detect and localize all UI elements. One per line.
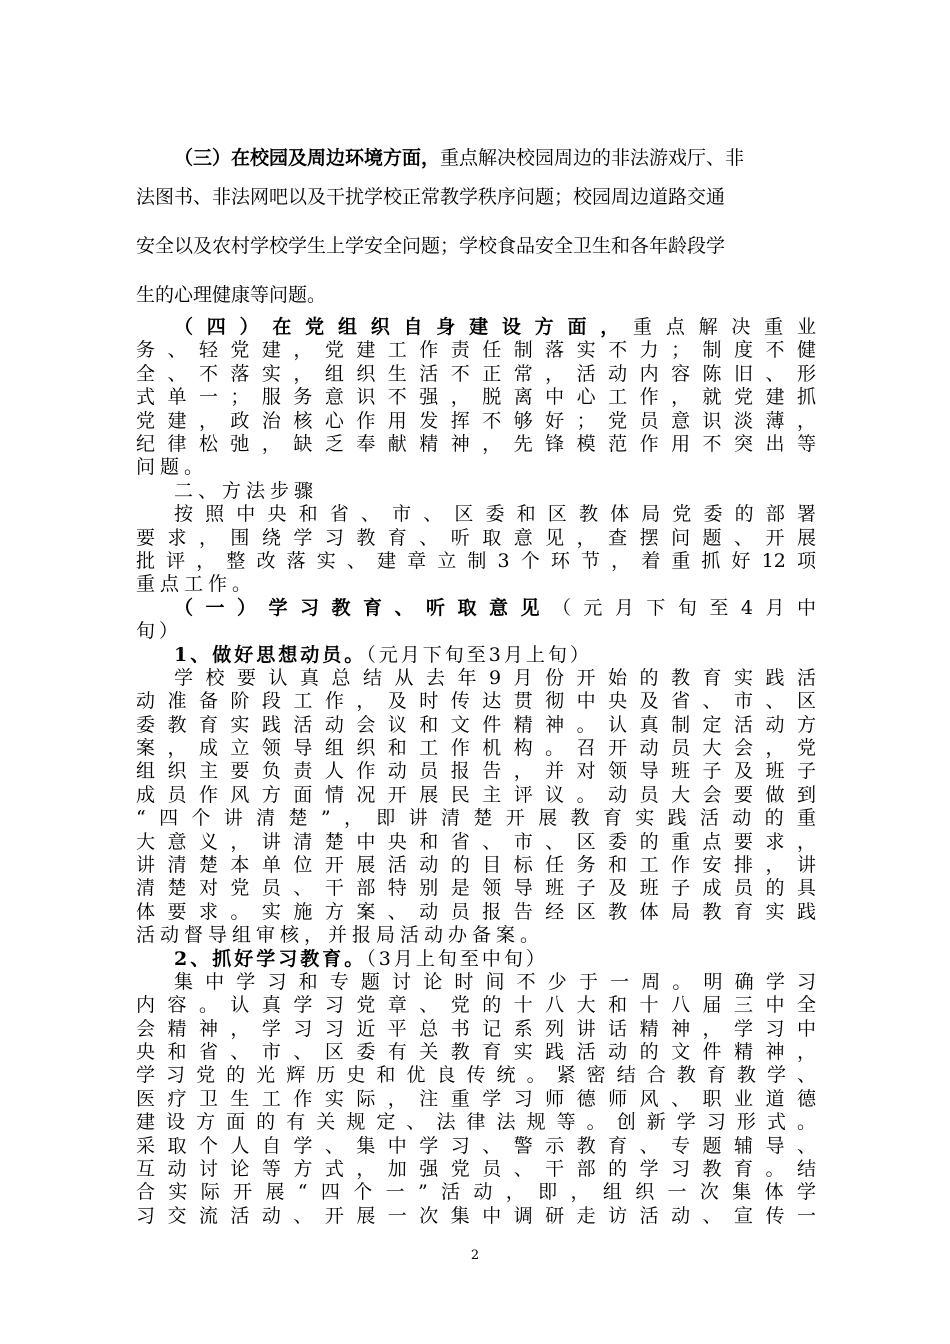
item2-line-10: 合实际开展“四个一”活动，即，组织一次集体学 xyxy=(136,1181,816,1203)
item1-line-6: 成员作风方面情况开展民主评议。动员大会要做到 xyxy=(136,784,816,806)
item2-line-5: 学习党的光辉历史和优良传统。紧密结合教育教学、 xyxy=(136,1064,816,1086)
section4-line-3: 全、不落实，组织生活不正常，活动内容陈旧、形 xyxy=(136,363,816,385)
item1-line-8: 大意义，讲清楚中央和省、市、区委的重点要求， xyxy=(136,831,816,853)
section3-line-1 xyxy=(136,139,816,178)
section4-line-4: 式单一；服务意识不强，脱离中心工作，就党建抓 xyxy=(136,386,816,408)
item2-line-3: 会精神，学习习近平总书记系列讲话精神，学习中 xyxy=(136,1018,816,1040)
item2-time: （3月上旬至中旬） xyxy=(366,948,548,970)
section3-line-3: 安全以及农村学校学生上学安全问题；学校食品安全卫生和各年龄段学 xyxy=(136,235,726,257)
item2-line-1: 集中学习和专题讨论时间不少于一周。明确学习 xyxy=(174,971,816,993)
item2-line-7: 建设方面的有关规定、法律法规等。创新学习形式。 xyxy=(136,1111,816,1133)
section4-line-1 xyxy=(174,316,816,339)
section3-line-4: 生的心理健康等问题。 xyxy=(136,284,327,306)
item1-line-9: 讲清楚本单位开展活动的目标任务和工作安排，讲 xyxy=(136,854,816,876)
item1-heading-line xyxy=(174,644,854,667)
item1-line-4: 案，成立领导组织和工作机构。召开动员大会，党 xyxy=(136,737,816,759)
stage1-line-1 xyxy=(174,597,816,620)
item1-heading: 1、做好思想动员。 xyxy=(174,644,367,666)
item1-line-11: 体要求。实施方案、动员报告经区教体局教育实践 xyxy=(136,901,816,923)
item2-line-8: 采取个人自学、集中学习、警示教育、专题辅导、 xyxy=(136,1135,816,1157)
section4-heading: （四）在党组织自身建设方面， xyxy=(174,316,634,338)
section3-text: 重点解决校园周边的非法游戏厅、非 xyxy=(440,147,745,169)
item1-line-7: “四个讲清楚”，即讲清楚开展教育实践活动的重 xyxy=(136,807,816,829)
item2-line-9: 互动讨论等方式，加强党员、干部的学习教育。结 xyxy=(136,1158,816,1180)
section4-line-5: 党建，政治核心作用发挥不够好；党员意识淡薄， xyxy=(136,410,816,432)
item1-line-1: 学校要认真总结从去年9月份开始的教育实践活 xyxy=(174,667,816,689)
section4-line-7: 问题。 xyxy=(136,456,209,478)
item2-line-4: 央和省、市、区委有关教育实践活动的文件精神， xyxy=(136,1041,816,1063)
item1-time: （元月下旬至3月上旬） xyxy=(366,644,592,666)
section3-heading: （三）在校园及周边环境方面， xyxy=(174,147,441,169)
page-number: 2 xyxy=(470,1248,480,1263)
item2-heading: 2、抓好学习教育。 xyxy=(174,948,367,970)
item1-line-12: 活动督导组审核，并报局活动办备案。 xyxy=(136,924,545,946)
stage1-time: （元月下旬至4月中 xyxy=(551,597,816,619)
part2-line-3: 批评，整改落实、建章立制3个环节，着重抓好12项 xyxy=(136,550,816,572)
item2-line-2: 内容。认真学习党章、党的十八大和十八届三中全 xyxy=(136,994,816,1016)
item2-line-6: 医疗卫生工作实际，注重学习师德师风、职业道德 xyxy=(136,1088,816,1110)
section4-line-2: 务、轻党建，党建工作责任制落实不力；制度不健 xyxy=(136,339,816,361)
item1-line-2: 动准备阶段工作，及时传达贯彻中央及省、市、区 xyxy=(136,690,816,712)
part2-line-4: 重点工作。 xyxy=(136,573,257,595)
section4-text: 重点解决重业 xyxy=(633,316,816,338)
item2-heading-line xyxy=(174,948,854,971)
item1-line-10: 清楚对党员、干部特别是领导班子及班子成员的具 xyxy=(136,877,816,899)
stage1-heading: （一）学习教育、听取意见 xyxy=(174,597,552,619)
part2-line-1: 按照中央和省、市、区委和区教体局党委的部署 xyxy=(174,503,816,525)
part2-line-2: 要求，围绕学习教育、听取意见，查摆问题、开展 xyxy=(136,527,816,549)
item2-line-11: 习交流活动、开展一次集中调研走访活动、宣传一 xyxy=(136,1205,816,1227)
section4-line-6: 纪律松弛，缺乏奉献精神，先锋模范作用不突出等 xyxy=(136,433,816,455)
item1-line-3: 委教育实践活动会议和文件精神。认真制定活动方 xyxy=(136,714,816,736)
stage1-line-2: 旬） xyxy=(136,620,183,642)
part2-heading: 二、方法步骤 xyxy=(174,480,319,502)
section3-line-2: 法图书、非法网吧以及干扰学校正常教学秩序问题；校园周边道路交通 xyxy=(136,186,726,208)
item1-line-5: 组织主要负责人作动员报告，并对领导班子及班子 xyxy=(136,760,816,782)
